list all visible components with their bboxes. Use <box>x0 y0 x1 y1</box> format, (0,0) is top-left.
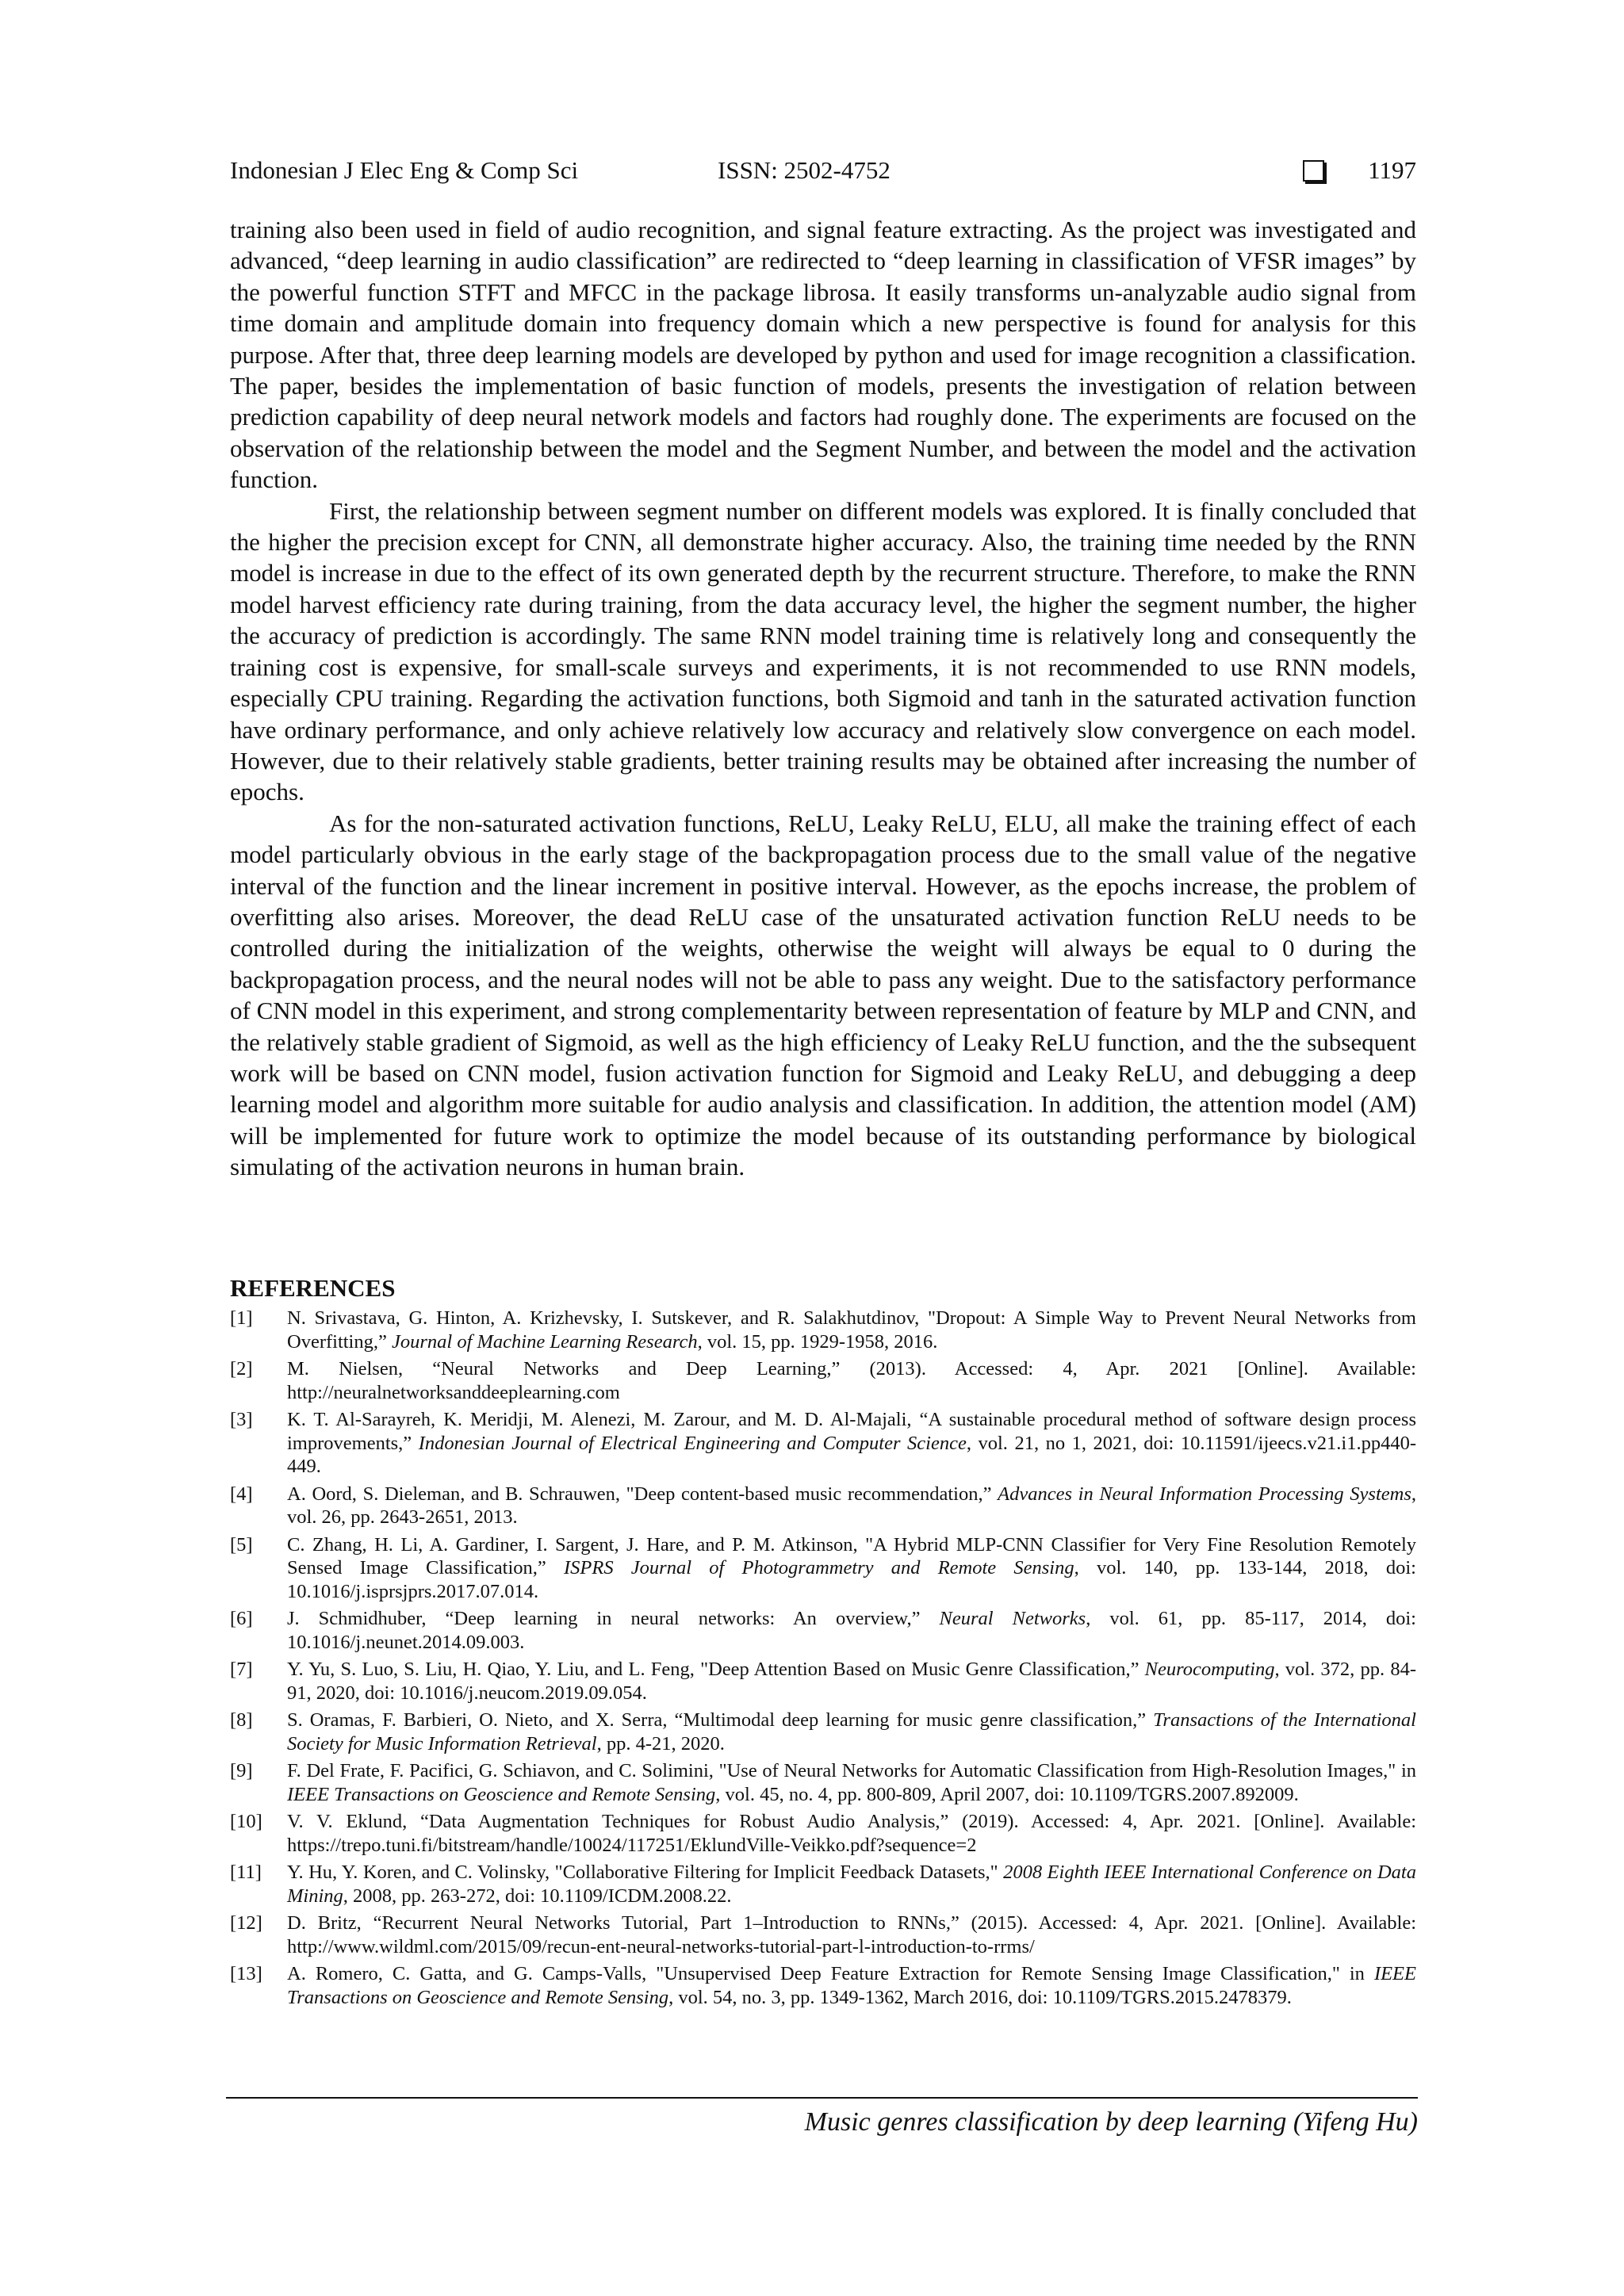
reference-details: , vol. 15, pp. 1929-1958, 2016. <box>697 1330 938 1353</box>
reference-venue: Journal of Machine Learning Research <box>392 1330 698 1353</box>
reference-item <box>230 1408 1416 1479</box>
reference-details: , vol. 372, pp. 84-91, 2020, doi: 10.1016/j.neucom.2019.09.054. <box>287 1659 1417 1704</box>
reference-details: , vol. 45, no. 4, pp. 800-809, April 2007, doi: 10.1109/TGRS.2007.892009. <box>715 1783 1299 1805</box>
reference-number: [6] <box>230 1608 253 1629</box>
reference-item <box>230 1962 1416 2009</box>
reference-text: N. Srivastava, G. Hinton, A. Krizhevsky, I. Sutskever, and R. Salakhutdinov, "Dropout: A Simple Way to Prevent Neural Networks from Overfitting,” <box>287 1307 1416 1353</box>
reference-item <box>230 1483 1416 1529</box>
reference-number: [12] <box>230 1912 262 1934</box>
reference-number: [5] <box>230 1533 253 1556</box>
reference-number: [2] <box>230 1358 253 1380</box>
reference-number: [11] <box>230 1862 262 1883</box>
reference-details: , vol. 140, pp. 133-144, 2018, doi: 10.1016/j.isprsjprs.2017.07.014. <box>287 1557 1416 1602</box>
reference-item <box>230 1709 1416 1755</box>
reference-venue: Advances in Neural Information Processing Systems <box>998 1483 1411 1505</box>
reference-venue: IEEE Transactions on Geoscience and Remote Sensing <box>287 1963 1416 2008</box>
reference-details: , vol. 26, pp. 2643-2651, 2013. <box>287 1483 1417 1528</box>
reference-venue: Neural Networks <box>939 1608 1086 1629</box>
reference-item <box>230 1307 1416 1353</box>
reference-text: A. Oord, S. Dieleman, and B. Schrauwen, "Deep content-based music recommendation,” <box>287 1483 998 1505</box>
reference-number: [8] <box>230 1709 253 1731</box>
reference-text: M. Nielsen, “Neural Networks and Deep Learning,” (2013). Accessed: 4, Apr. 2021 [Online]. Available: http://neuralnetworksanddeeplearning.com <box>287 1358 1416 1403</box>
reference-number: [9] <box>230 1760 253 1781</box>
body-text <box>230 214 1416 1183</box>
reference-text: F. Del Frate, F. Pacifici, G. Schiavon, and C. Solimini, "Use of Neural Networks for Automatic Classification from High-Resolution Images," in <box>287 1760 1416 1781</box>
reference-venue: Neurocomputing <box>1144 1659 1275 1680</box>
reference-details: , vol. 61, pp. 85-117, 2014, doi: 10.1016/j.neunet.2014.09.003. <box>287 1608 1416 1653</box>
reference-venue: Transactions of the International Society for Music Information Retrieval <box>287 1709 1416 1755</box>
reference-details: , pp. 4-21, 2020. <box>596 1732 725 1755</box>
running-footer: Music genres classification by deep learning (Yifeng Hu) <box>804 2107 1418 2137</box>
running-header <box>230 151 1416 190</box>
page-number: 1197 <box>1368 156 1416 184</box>
checkbox-icon <box>1303 160 1324 182</box>
reference-text: V. V. Eklund, “Data Augmentation Techniques for Robust Audio Analysis,” (2019). Accessed: 4, Apr. 2021. [Online]. Available: https://trepo.tuni.fi/bitstream/handle/10024/117251/EklundVille-Veikko.pdf?sequence=2 <box>287 1811 1416 1856</box>
issn-label: ISSN: 2502-4752 <box>718 156 891 184</box>
reference-number: [3] <box>230 1409 253 1430</box>
reference-venue: Indonesian Journal of Electrical Engineering and Computer Science <box>418 1432 967 1454</box>
reference-venue: IEEE Transactions on Geoscience and Remote Sensing <box>287 1783 716 1805</box>
reference-details: , 2008, pp. 263-272, doi: 10.1109/ICDM.2008.22. <box>343 1885 732 1907</box>
reference-text: C. Zhang, H. Li, A. Gardiner, I. Sargent, J. Hare, and P. M. Atkinson, "A Hybrid MLP-CNN Classifier for Very Fine Resolution Remotely Sensed Image Classification,” <box>287 1533 1416 1578</box>
reference-text: Y. Yu, S. Luo, S. Liu, H. Qiao, Y. Liu, and L. Feng, "Deep Attention Based on Music Genre Classification,” <box>287 1659 1145 1680</box>
reference-text: Y. Hu, Y. Koren, and C. Volinsky, "Collaborative Filtering for Implicit Feedback Datasets," <box>287 1862 1004 1883</box>
reference-item <box>230 1357 1416 1404</box>
reference-details: , vol. 21, no 1, 2021, doi: 10.11591/ijeecs.v21.i1.pp440-449. <box>287 1432 1416 1477</box>
body-paragraph: training also been used in field of audio recognition, and signal feature extracting. As the project was investigated and advanced, “deep learning in audio classification” are redirected to “deep learning in classification of VFSR images” by the powerful function STFT and MFCC in the package librosa. It easily transforms un-analyzable audio signal from time domain and amplitude domain into frequency domain which a new perspective is found for analysis for this purpose. After that, three deep learning models are developed by python and used for image recognition a classification. The paper, besides the implementation of basic function of models, presents the investigation of relation between prediction capability of deep neural network models and factors had roughly done. The experiments are focused on the observation of the relationship between the model and the Segment Number, and between the model and the activation function. <box>230 216 1416 494</box>
body-paragraph: First, the relationship between segment number on different models was explored. It is finally concluded that the higher the precision except for CNN, all demonstrate higher accuracy. Also, the training time needed by the RNN model is increase in due to the effect of its own generated depth by the recurrent structure. Therefore, to make the RNN model harvest efficiency rate during training, from the data accuracy level, the higher the segment number, the higher the accuracy of prediction is accordingly. The same RNN model training time is relatively long and consequently the training cost is expensive, for small-scale surveys and experiments, it is not recommended to use RNN models, especially CPU training. Regarding the activation functions, both Sigmoid and tanh in the saturated activation function have ordinary performance, and only achieve relatively low accuracy and relatively slow convergence on each model. However, due to their relatively stable gradients, better training results may be obtained after increasing the number of epochs. <box>230 496 1416 806</box>
reference-text: A. Romero, C. Gatta, and G. Camps-Valls, "Unsupervised Deep Feature Extraction for Remote Sensing Image Classification," in <box>287 1963 1374 1984</box>
reference-venue: ISPRS Journal of Photogrammetry and Remote Sensing <box>564 1557 1074 1578</box>
reference-number: [1] <box>230 1307 253 1329</box>
reference-details: , vol. 54, no. 3, pp. 1349-1362, March 2016, doi: 10.1109/TGRS.2015.2478379. <box>668 1986 1292 2008</box>
reference-number: [7] <box>230 1659 253 1680</box>
reference-list <box>230 1307 1416 2013</box>
reference-number: [10] <box>230 1811 262 1832</box>
reference-item <box>230 1658 1416 1705</box>
reference-item <box>230 1861 1416 1908</box>
reference-text: J. Schmidhuber, “Deep learning in neural networks: An overview,” <box>287 1608 940 1629</box>
reference-item <box>230 1810 1416 1857</box>
body-paragraph: As for the non-saturated activation functions, ReLU, Leaky ReLU, ELU, all make the training effect of each model particularly obvious in the early stage of the backpropagation process due to the small value of the negative interval of the function and the linear increment in positive interval. However, as the epochs increase, the problem of overfitting also arises. Moreover, the dead ReLU case of the unsaturated activation function ReLU needs to be controlled during the initialization of the weights, otherwise the weight will always be equal to 0 during the backpropagation process, and the neural nodes will not be able to pass any weight. Due to the satisfactory performance of CNN model in this experiment, and strong complementarity between representation of feature by MLP and CNN, and the relatively stable gradient of Sigmoid, as well as the high efficiency of Leaky ReLU function, and the the subsequent work will be based on CNN model, fusion activation function for Sigmoid and Leaky ReLU, and debugging a deep learning model and algorithm more suitable for audio analysis and classification. In addition, the attention model (AM) will be implemented for future work to optimize the model because of its outstanding performance by biological simulating of the activation neurons in human brain. <box>230 809 1416 1181</box>
reference-venue: 2008 Eighth IEEE International Conference on Data Mining <box>287 1862 1416 1907</box>
journal-name: Indonesian J Elec Eng & Comp Sci <box>230 156 579 184</box>
reference-number: [13] <box>230 1963 262 1984</box>
reference-item <box>230 1759 1416 1806</box>
references-heading: REFERENCES <box>230 1274 396 1302</box>
reference-item <box>230 1533 1416 1604</box>
reference-item <box>230 1607 1416 1654</box>
footer-divider <box>226 2097 1418 2099</box>
reference-item <box>230 1911 1416 1958</box>
reference-text: D. Britz, “Recurrent Neural Networks Tutorial, Part 1–Introduction to RNNs,” (2015). Accessed: 4, Apr. 2021. [Online]. Available: http://www.wildml.com/2015/09/recun-ent-neural-networks-tutorial-part-l-introduction-to-rrms/ <box>287 1912 1416 1957</box>
reference-text: K. T. Al-Sarayreh, K. Meridji, M. Alenezi, M. Zarour, and M. D. Al-Majali, “A sustainable procedural method of software design process improvements,” <box>287 1409 1416 1454</box>
reference-number: [4] <box>230 1483 253 1505</box>
reference-text: S. Oramas, F. Barbieri, O. Nieto, and X. Serra, “Multimodal deep learning for music genre classification,” <box>287 1709 1154 1731</box>
